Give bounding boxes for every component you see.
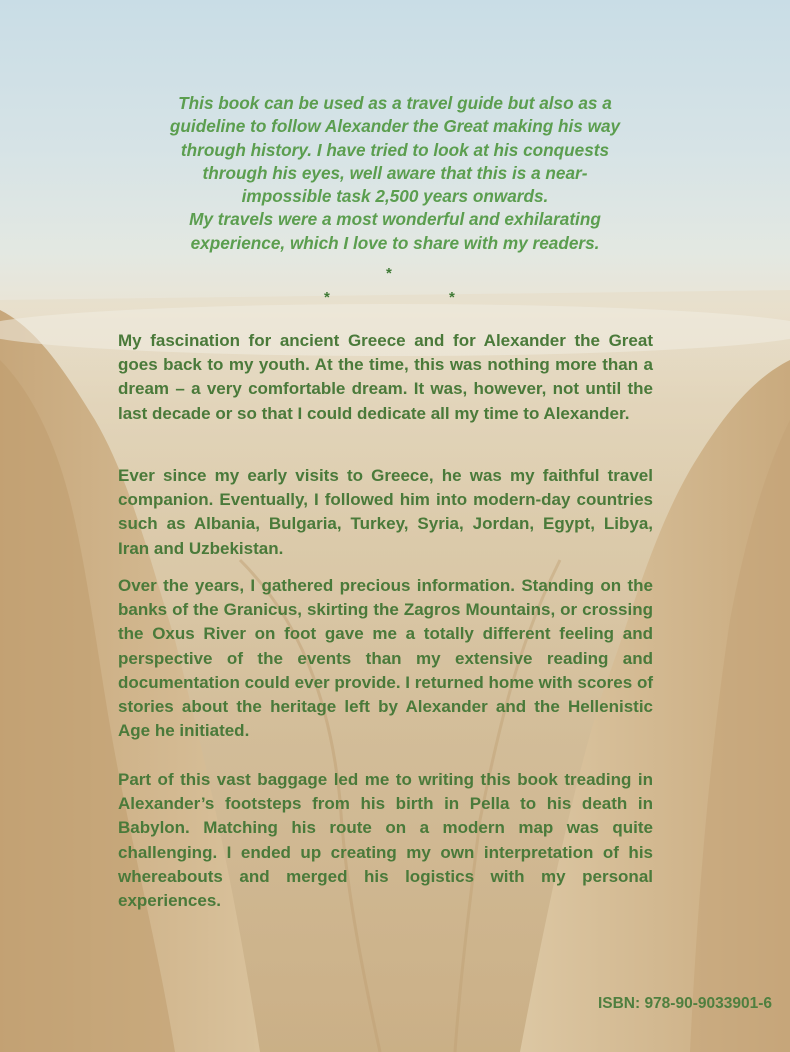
intro-line: impossible task 2,500 years onwards. (241, 186, 549, 207)
intro-line: This book can be used as a travel guide but also as a (178, 93, 612, 113)
body-paragraph: Part of this vast baggage led me to writing this book treading in Alexander’s footsteps from his birth in Pella to his death in Babylon. Matching his route on a modern map was quite challenging. I ended up creating my own interpretation of his whereabouts and merged his logistics with my personal experiences. (118, 770, 653, 911)
intro-line: My travels were a most wonderful and exhilarating (189, 209, 601, 230)
intro-line: through history. I have tried to look at his conquests (180, 139, 610, 160)
intro-line: guideline to follow Alexander the Great making his way (169, 116, 621, 137)
divider-star: * (449, 289, 455, 306)
intro-line: experience, which I love to share with my readers. (190, 232, 600, 253)
intro-line: through his eyes, well aware that this is a near- (202, 162, 588, 183)
body-paragraph: Over the years, I gathered precious information. Standing on the banks of the Granicus, skirting the Zagros Mountains, or crossing the Oxus River on foot gave me a totally different feeling and perspective of the events than my extensive reading and documentation could ever provide. I returned home with scores of stories about the heritage left by Alexander and the Hellenistic Age he initiated. (118, 576, 653, 741)
divider-star: * (386, 265, 392, 282)
isbn-number: ISBN: 978-90-9033901-6 (597, 995, 772, 1012)
divider-star: * (324, 289, 330, 306)
intro-blurb (100, 92, 690, 255)
body-paragraph: My fascination for ancient Greece and for Alexander the Great goes back to my youth. At the time, this was nothing more than a dream – a very comfortable dream. It was, however, not until the last decade or so that I could dedicate all my time to Alexander. (118, 331, 653, 423)
body-paragraph: Ever since my early visits to Greece, he was my faithful travel companion. Eventually, I followed him into modern-day countries such as Albania, Bulgaria, Turkey, Syria, Jordan, Egypt, Libya, Iran and Uzbekistan. (118, 466, 653, 558)
